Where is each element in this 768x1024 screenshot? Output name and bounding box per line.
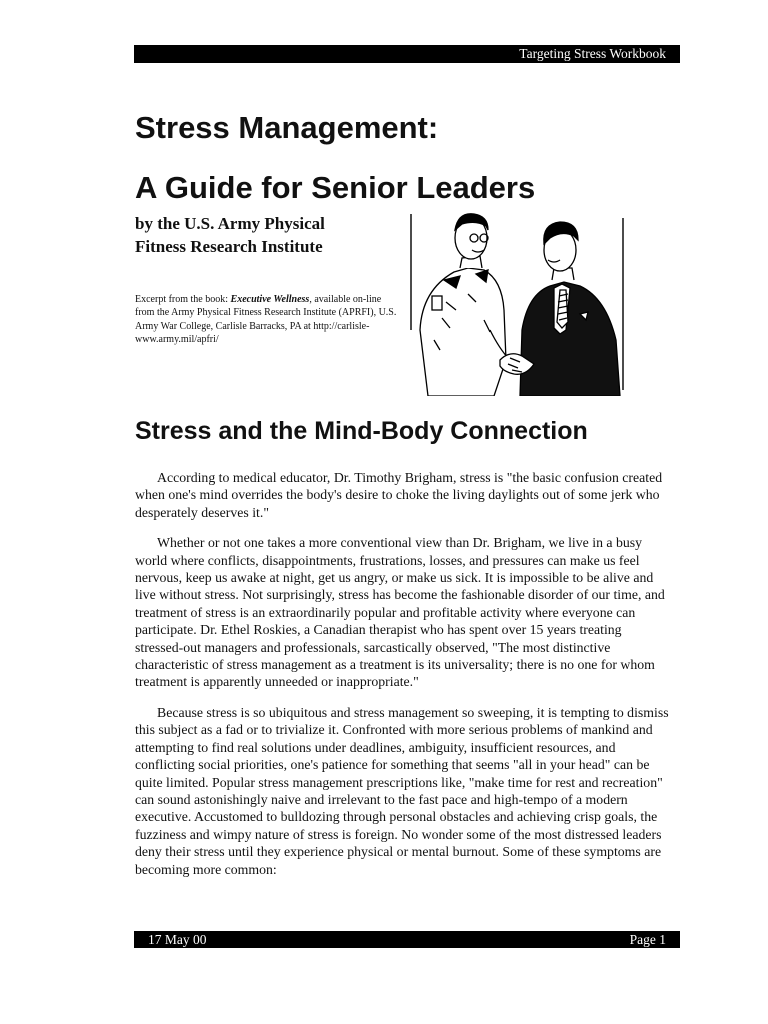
footer-date: 17 May 00	[148, 932, 207, 947]
header-bar	[134, 45, 680, 63]
section-heading: Stress and the Mind-Body Connection	[135, 417, 588, 445]
byline-line-1: by the U.S. Army Physical	[135, 214, 325, 233]
workbook-title: Targeting Stress Workbook	[519, 46, 666, 61]
footer-bar	[134, 931, 680, 948]
byline	[135, 212, 405, 258]
excerpt-note	[135, 293, 400, 347]
page-title-line-2: A Guide for Senior Leaders	[135, 170, 536, 205]
excerpt-suffix: , available on-line from the Army Physical Fitness Research Institute (APRFI), U.S. Army War College, Carlisle Barracks, PA at http://carlisle-www.army.mil/apfri/	[135, 294, 397, 346]
page-title-line-1: Stress Management:	[135, 110, 439, 145]
excerpt-book-title: Executive Wellness	[230, 294, 310, 305]
byline-line-2: Fitness Research Institute	[135, 237, 323, 256]
page-number: Page 1	[629, 932, 666, 947]
paragraph-3: Because stress is so ubiquitous and stress management so sweeping, it is tempting to dismiss this subject as a fad or to trivialize it. Confronted with more serious problems of mankind and attempting to find real solutions under deadlines, ambiguity, insufficient resources, and conflicting social priorities, one's patience for something that seems "all in your head" can be quite limited. Popular stress management prescriptions like, "make time for rest and recreation" can sound astonishingly naive and irrelevant to the fast pace and high-tempo of a modern executive. Accustomed to bulldozing through personal obstacles and achieving crisp goals, the fuzziness and wimpy nature of stress is foreign. No wonder some of the most distressed leaders deny their stress until they experience physical or mental burnout. Some of these symptoms are becoming more common:	[135, 704, 669, 877]
handshake-illustration-icon	[410, 210, 632, 396]
excerpt-prefix: Excerpt from the book:	[135, 294, 231, 305]
paragraph-2: Whether or not one takes a more conventional view than Dr. Brigham, we live in a busy world where conflicts, disappointments, frustrations, losses, and pressures can make us feel nervous, keep us awake at night, get us angry, or make us sick. It is impossible to be alive and live without stress. Not surprisingly, stress has become the fashionable disorder of our time, and treatment of stress is an extraordinarily popular and profitable activity where everyone can participate. Dr. Ethel Roskies, a Canadian therapist who has spent over 15 years treating stressed-out managers and professionals, sarcastically observed, "The most distinctive characteristic of stress management as a treatment is its universality; there is no one for whom treatment is apparently unneeded or inappropriate."	[135, 535, 665, 690]
body-text	[135, 469, 670, 891]
paragraph-1: According to medical educator, Dr. Timothy Brigham, stress is "the basic confusion created when one's mind overrides the body's desire to choke the living daylights out of some jerk who desperately deserves it."	[135, 470, 663, 520]
civilian-figure	[520, 222, 620, 396]
officer-figure	[420, 214, 510, 396]
